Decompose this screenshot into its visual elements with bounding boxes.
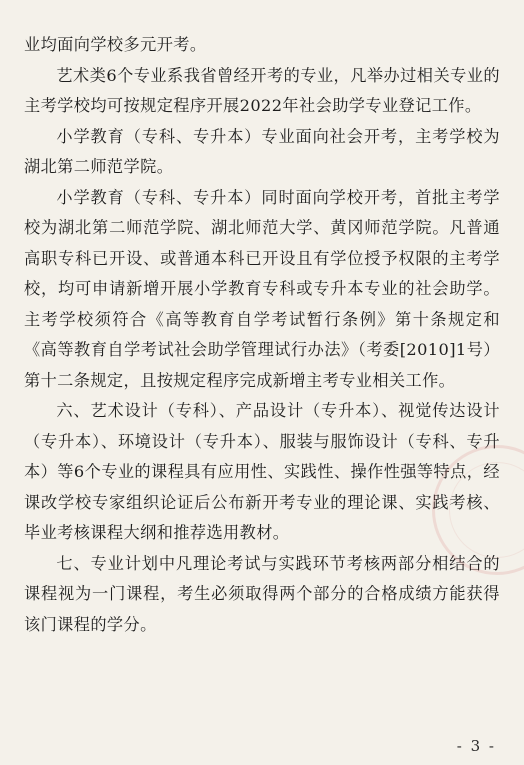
paragraph-6: 七、专业计划中凡理论考试与实践环节考核两部分相结合的课程视为一门课程，考生必须取得两个部分的合格成绩方能获得该门课程的学分。 xyxy=(24,553,500,634)
paragraph-5: 六、艺术设计（专科）、产品设计（专升本）、视觉传达设计（专升本）、环境设计（专升本）、服装与服饰设计（专科、专升本）等6个专业的课程具有应用性、实践性、操作性强等特点，经课改学校专家组织论证后公布新开考专业的理论课、实践考核、毕业考核课程大纲和推荐选用教材。 xyxy=(24,401,500,542)
paragraph-1: 业均面向学校多元开考。 xyxy=(24,35,207,54)
paragraph-4: 小学教育（专科、专升本）同时面向学校开考，首批主考学校为湖北第二师范学院、湖北师范大学、黄冈师范学院。凡普通高职专科已开设、或普通本科已开设且有学位授予权限的主考学校，均可申请新增开展小学教育专科或专升本专业的社会助学。主考学校须符合《高等教育自学考试暂行条例》第十条规定和《高等教育自学考试社会助学管理试行办法》（考委[2010]1号）第十二条规定，且按规定程序完成新增主考专业相关工作。 xyxy=(24,187,500,390)
paragraph-3: 小学教育（专科、专升本）专业面向社会开考，主考学校为湖北第二师范学院。 xyxy=(24,126,500,176)
paragraph-2: 艺术类6个专业系我省曾经开考的专业，凡举办过相关专业的主考学校均可按规定程序开展2022年社会助学专业登记工作。 xyxy=(24,65,500,115)
page-number: - 3 - xyxy=(456,737,496,755)
